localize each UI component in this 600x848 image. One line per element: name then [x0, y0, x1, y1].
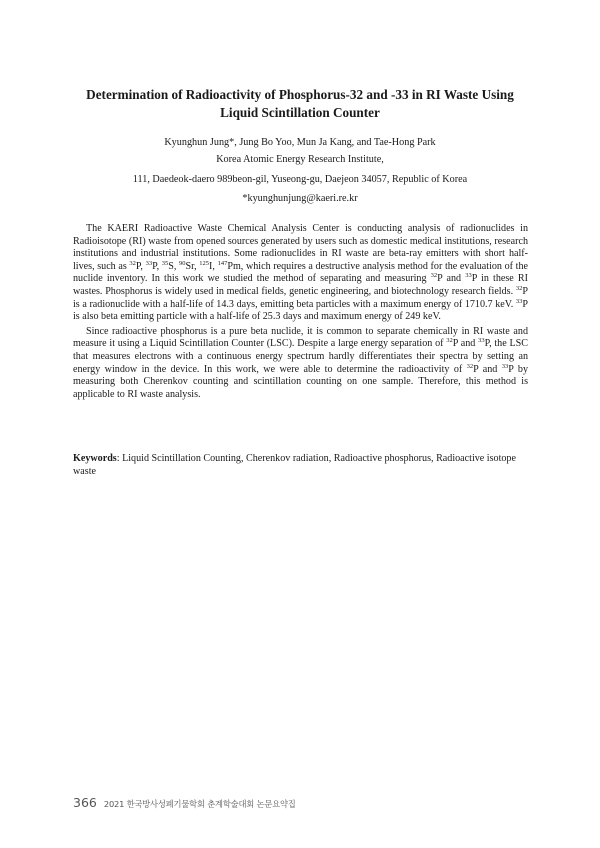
authors: Kyunghun Jung*, Jung Bo Yoo, Mun Ja Kang, and Tae-Hong Park	[164, 137, 436, 148]
text-run: P and	[437, 273, 466, 285]
email: *kyunghunjung@kaeri.re.kr	[242, 193, 358, 204]
text-run: P by measuring both Cherenkov counting and scintillation counting on one sample. Therefore, this method is applicable to RI waste analysis.	[73, 363, 528, 400]
text-run: P is also beta emitting particle with a half-life of 25.3 days and maximum energy of 249 keV.	[73, 298, 528, 323]
isotope-mass-number: 90	[179, 259, 186, 267]
text-run: Since radioactive phosphorus is a pure beta nuclide, it is common to separate chemically in RI waste and measure it using a Liquid Scintillation Counter (LSC). Despite a large energy separation of	[73, 325, 528, 350]
address: 111, Daedeok-daero 989beon-gil, Yuseong-gu, Daejeon 34057, Republic of Korea	[132, 174, 468, 185]
abstract	[73, 223, 528, 403]
isotope-mass-number: 35	[161, 259, 169, 267]
isotope-mass-number: 33	[478, 337, 485, 345]
isotope-mass-number: 33	[501, 362, 509, 370]
text-run: P and	[473, 363, 502, 375]
text-run: P and	[452, 338, 479, 350]
isotope-mass-number: 33	[465, 272, 472, 280]
text-run: P is a radionuclide with a half-life of 14.3 days, emitting beta particles with a maximum energy of 1710.7 keV.	[73, 285, 528, 310]
abstract-paragraph-1	[73, 223, 528, 324]
affiliation: Korea Atomic Energy Research Institute,	[216, 154, 384, 165]
keywords	[73, 453, 528, 478]
text-run: P, the LSC that measures electrons with a continuous energy spectrum hardly differentiates their spectra by setting an energy window in the device. In this work, we were able to determine the radioactivity of	[73, 338, 528, 375]
keywords-text: : Liquid Scintillation Counting, Cherenkov radiation, Radioactive phosphorus, Radioactive isotope waste	[73, 453, 516, 477]
isotope-mass-number: 33	[145, 259, 153, 267]
isotope-mass-number: 32	[515, 284, 523, 292]
text-run: Sr,	[185, 260, 200, 272]
text-run: P,	[152, 260, 162, 272]
page-number: 366	[73, 795, 97, 810]
isotope-mass-number: 32	[129, 259, 136, 267]
text-run: P,	[135, 260, 146, 272]
text-run: S,	[168, 260, 180, 272]
abstract-paragraph-2	[73, 326, 528, 402]
conference-name: 2021 한국방사성폐기물학회 춘계학술대회 논문요약집	[103, 799, 296, 809]
text-run: The KAERI Radioactive Waste Chemical Analysis Center is conducting analysis of radionuclides in Radioisotope (RI) waste from opened sources generated by users such as domestic medical institutions, research institutions and industrial institutions. Some radionuclides in RI waste are beta-ray emitters with short half-lives, such as	[73, 223, 528, 272]
isotope-mass-number: 32	[430, 272, 438, 280]
text-run: Pm, which requires a destructive analysis method for the evaluation of the nuclide inventory. In this work we studied the method of separating and measuring	[73, 260, 528, 285]
text-run: I,	[209, 260, 218, 272]
isotope-mass-number: 33	[515, 297, 523, 305]
paper-title	[60, 86, 540, 122]
isotope-mass-number: 32	[466, 362, 474, 370]
title-line-2: Liquid Scintillation Counter	[220, 105, 380, 120]
isotope-mass-number: 32	[446, 337, 453, 345]
title-line-1: Determination of Radioactivity of Phosphorus-32 and -33 in RI Waste Using	[86, 87, 514, 102]
text-run: P in these RI wastes. Phosphorus is widely used in medical fields, genetic engineering, and biotechnology research fields.	[73, 273, 528, 297]
page-footer	[73, 792, 296, 811]
keywords-label: Keywords	[73, 453, 117, 464]
isotope-mass-number: 147	[217, 259, 228, 267]
isotope-mass-number: 125	[199, 259, 210, 267]
